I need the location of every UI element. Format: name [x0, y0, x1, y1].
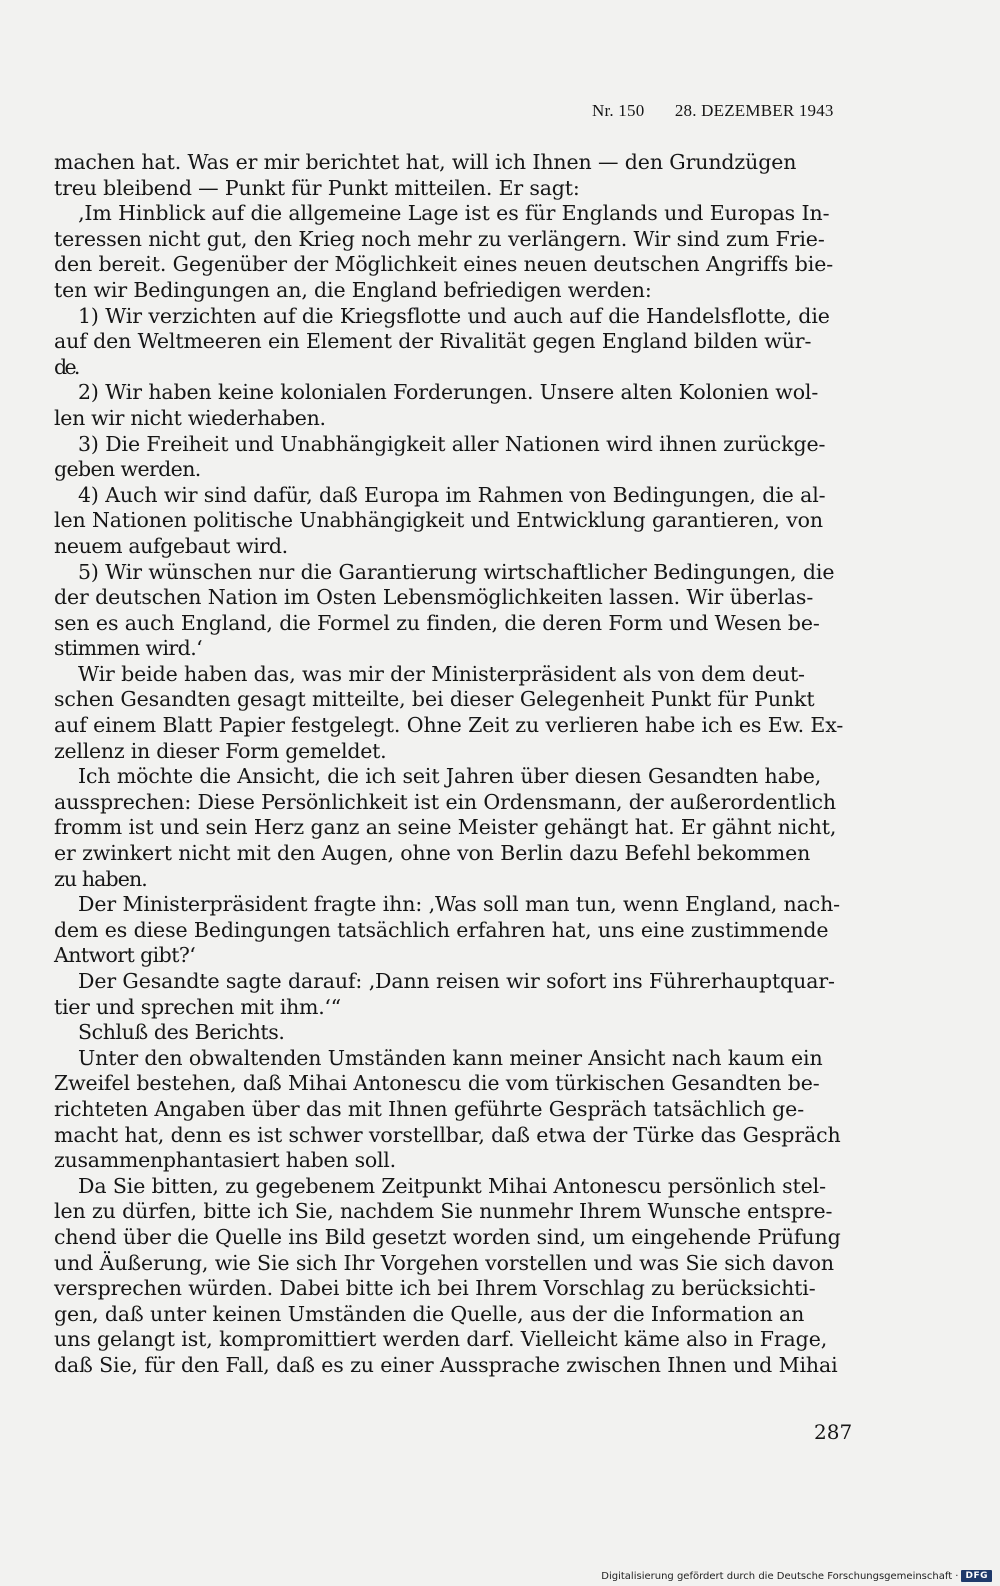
- text-line: 3) Die Freiheit und Unabhängigkeit aller Nationen wird ihnen zurückge-: [78, 431, 826, 456]
- text-line: Wir beide haben das, was mir der Ministerpräsident als von dem deut-: [78, 661, 805, 686]
- text-line: Antwort gibt?‘: [54, 943, 196, 968]
- running-header: [592, 101, 834, 121]
- text-line: gen, daß unter keinen Umständen die Quelle, aus der die Information an: [54, 1301, 805, 1326]
- page-number: 287: [814, 1420, 853, 1444]
- text-line: de.: [54, 354, 78, 379]
- text-line: daß Sie, für den Fall, daß es zu einer Aussprache zwischen Ihnen und Mihai: [54, 1352, 838, 1377]
- text-line: der deutschen Nation im Osten Lebensmöglichkeiten lassen. Wir überlas-: [54, 585, 814, 610]
- document-date: 28. DEZEMBER 1943: [674, 101, 834, 120]
- body-text: [54, 150, 854, 1379]
- text-line: 5) Wir wünschen nur die Garantierung wirtschaftlicher Bedingungen, die: [78, 559, 835, 584]
- text-line: Der Gesandte sagte darauf: ‚Dann reisen wir sofort ins Führerhauptquar-: [78, 969, 835, 993]
- text-line: stimmen wird.‘: [54, 636, 203, 661]
- text-line: zusammenphantasiert haben soll.: [54, 1148, 396, 1173]
- dfg-logo: DFG: [961, 1570, 992, 1582]
- text-line: aussprechen: Diese Persönlichkeit ist ein Ordensmann, der außerordentlich: [54, 789, 836, 814]
- text-line: chend über die Quelle ins Bild gesetzt worden sind, um eingehende Prüfung: [54, 1224, 841, 1249]
- text-line: ‚Im Hinblick auf die allgemeine Lage ist es für Englands und Europas In-: [78, 201, 830, 226]
- footer-text: Digitalisierung gefördert durch die Deutsche Forschungsgemeinschaft ·: [601, 1570, 959, 1582]
- text-line: schen Gesandten gesagt mitteilte, bei dieser Gelegenheit Punkt für Punkt: [54, 687, 815, 712]
- text-line: geben werden.: [54, 457, 201, 482]
- text-line: dem es diese Bedingungen tatsächlich erfahren hat, uns eine zustimmende: [54, 917, 829, 942]
- text-line: len Nationen politische Unabhängigkeit und Entwicklung garantieren, von: [54, 508, 823, 533]
- text-line: len wir nicht wiederhaben.: [54, 405, 326, 430]
- text-line: machen hat. Was er mir berichtet hat, will ich Ihnen — den Grundzügen: [54, 150, 797, 174]
- text-line: treu bleibend — Punkt für Punkt mitteilen. Er sagt:: [54, 175, 580, 200]
- text-line: Ich möchte die Ansicht, die ich seit Jahren über diesen Gesandten habe,: [78, 764, 822, 789]
- text-line: den bereit. Gegenüber der Möglichkeit eines neuen deutschen Angriffs bie-: [54, 252, 834, 277]
- text-line: uns gelangt ist, kompromittiert werden darf. Vielleicht käme also in Frage,: [54, 1327, 828, 1352]
- text-line: tier und sprechen mit ihm.‘“: [54, 994, 341, 1019]
- text-line: teressen nicht gut, den Krieg noch mehr zu verlängern. Wir sind zum Frie-: [54, 226, 825, 251]
- text-line: Schluß des Berichts.: [78, 1020, 285, 1045]
- footer: [601, 1570, 992, 1582]
- text-line: und Äußerung, wie Sie sich Ihr Vorgehen vorstellen und was Sie sich davon: [54, 1250, 834, 1275]
- text-line: Zweifel bestehen, daß Mihai Antonescu die vom türkischen Gesandten be-: [54, 1071, 820, 1096]
- text-line: len zu dürfen, bitte ich Sie, nachdem Sie nunmehr Ihrem Wunsche entspre-: [54, 1199, 833, 1224]
- text-line: ten wir Bedingungen an, die England befriedigen werden:: [54, 277, 652, 302]
- text-line: Da Sie bitten, zu gegebenem Zeitpunkt Mihai Antonescu persönlich stel-: [78, 1173, 826, 1198]
- text-line: 1) Wir verzichten auf die Kriegsflotte und auch auf die Handelsflotte, die: [78, 303, 830, 328]
- text-line: fromm ist und sein Herz ganz an seine Meister gehängt hat. Er gähnt nicht,: [54, 815, 837, 840]
- text-line: auf einem Blatt Papier festgelegt. Ohne Zeit zu verlieren habe ich es Ew. Ex-: [54, 713, 844, 738]
- text-line: Der Ministerpräsident fragte ihn: ‚Was soll man tun, wenn England, nach-: [78, 892, 840, 917]
- text-line: Unter den obwaltenden Umständen kann meiner Ansicht nach kaum ein: [78, 1045, 823, 1070]
- text-line: auf den Weltmeeren ein Element der Rivalität gegen England bilden wür-: [54, 329, 812, 354]
- text-line: richteten Angaben über das mit Ihnen geführte Gespräch tatsächlich ge-: [54, 1096, 805, 1121]
- text-line: neuem aufgebaut wird.: [54, 533, 288, 558]
- text-line: versprechen würden. Dabei bitte ich bei Ihrem Vorschlag zu berücksichti-: [54, 1276, 816, 1301]
- text-line: zellenz in dieser Form gemeldet.: [54, 738, 387, 763]
- text-line: er zwinkert nicht mit den Augen, ohne von Berlin dazu Befehl bekommen: [54, 841, 811, 866]
- text-line: macht hat, denn es ist schwer vorstellbar, daß etwa der Türke das Gespräch: [54, 1122, 841, 1147]
- text-line: 2) Wir haben keine kolonialen Forderungen. Unsere alten Kolonien wol-: [78, 380, 819, 405]
- text-line: 4) Auch wir sind dafür, daß Europa im Rahmen von Bedingungen, die al-: [78, 482, 826, 507]
- text-line: sen es auch England, die Formel zu finden, die deren Form und Wesen be-: [54, 610, 820, 635]
- text-line: zu haben.: [54, 866, 147, 891]
- document-number: Nr. 150: [592, 101, 645, 120]
